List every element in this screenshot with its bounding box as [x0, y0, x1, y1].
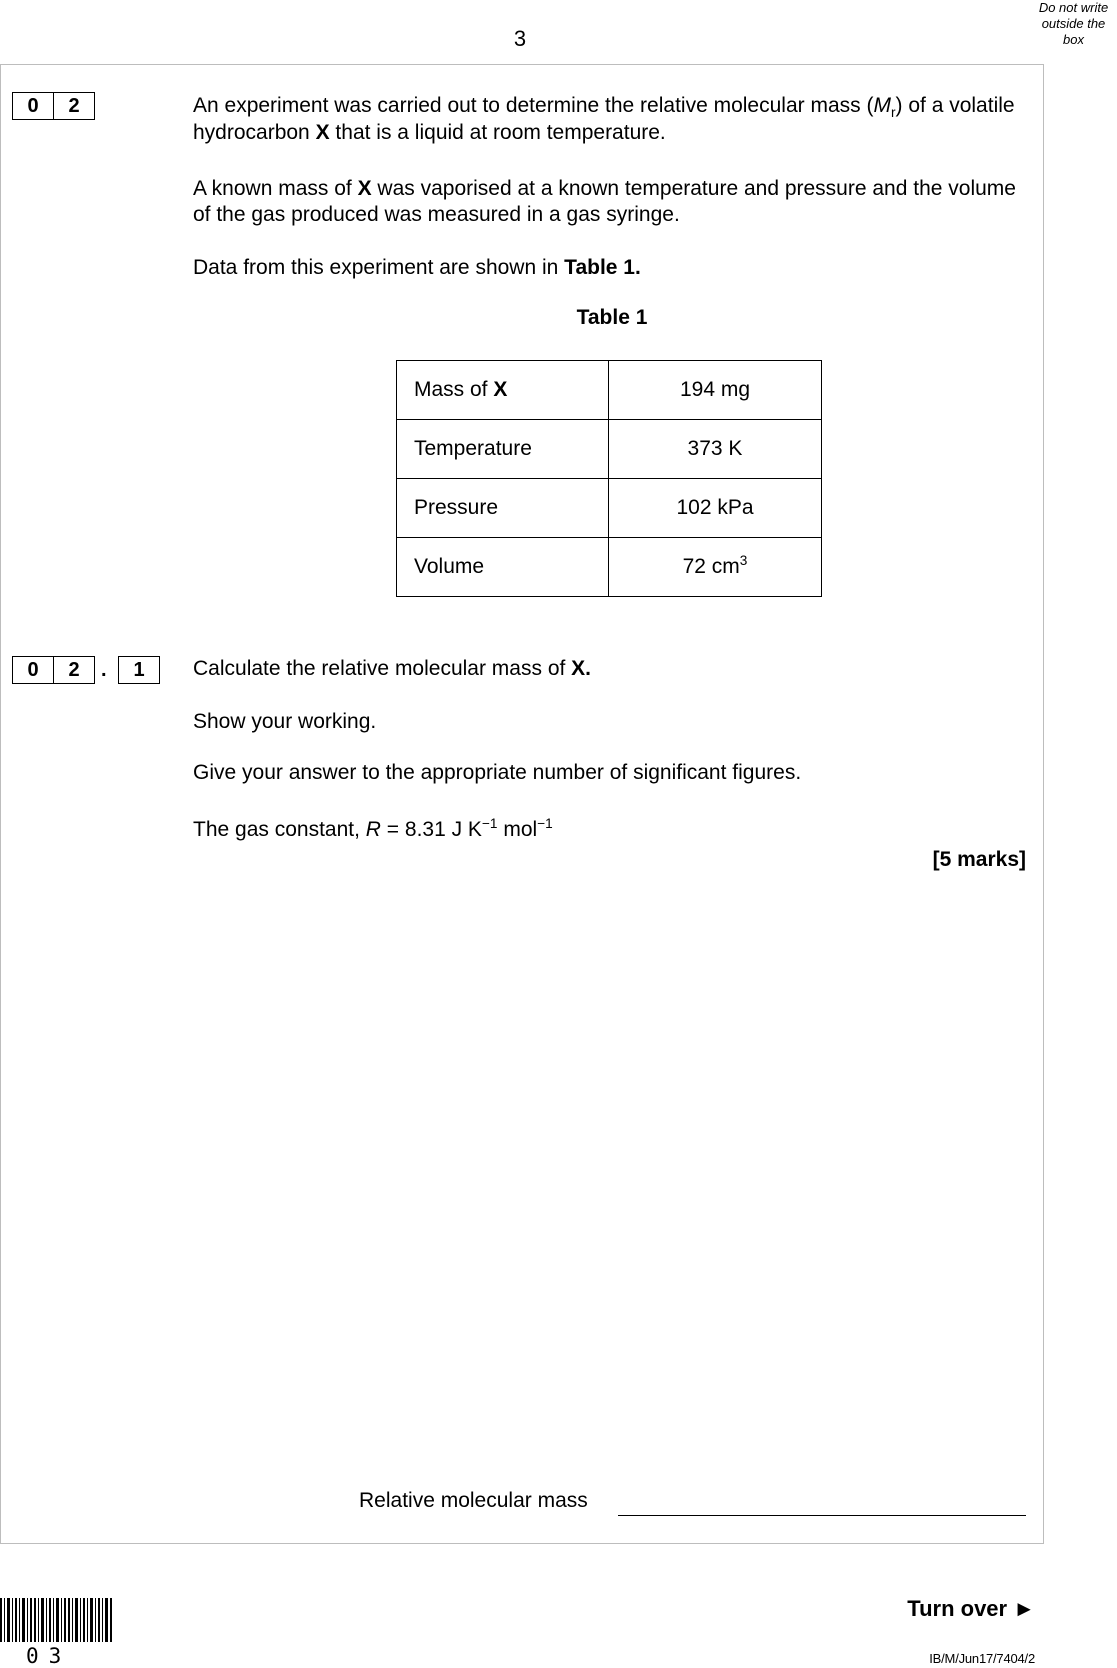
table-reference: Table 1.	[564, 256, 641, 279]
mr-subscript: r	[890, 105, 896, 121]
table-cell-value: 72 $cm^3$	[609, 538, 822, 597]
mr-symbol: M	[873, 94, 891, 117]
data-table	[396, 360, 822, 597]
margin-note-line: Do not write	[1038, 0, 1109, 15]
question-method: A known mass of X was vaporised at a known temperature and pressure and the volume of the gas produced was measured in a gas syringe.	[193, 177, 1016, 226]
table-row	[397, 361, 822, 420]
table-row	[397, 538, 822, 597]
subquestion-show-working: Show your working.	[193, 710, 377, 733]
answer-line[interactable]	[618, 1515, 1026, 1516]
compound-x: X	[357, 177, 372, 200]
turn-over-label: Turn over ►	[907, 1596, 1035, 1621]
table-cell-value: 373 K	[609, 420, 822, 479]
table-cell-label: Pressure	[397, 479, 609, 538]
question-data-ref: Data from this experiment are shown in Table 1.	[193, 256, 641, 279]
paper-code: IB/M/Jun17/7404/2	[929, 1651, 1035, 1666]
table-row	[397, 479, 822, 538]
gas-constant: The gas constant, R = 8.31 J $K^{-1}$ mol$^{-1}$	[193, 816, 553, 841]
question-number-digit: 2	[53, 93, 94, 119]
table-title: Table 1	[576, 306, 648, 329]
table-row	[397, 420, 822, 479]
barcode-number: 03	[26, 1644, 72, 1668]
marks-label: [5 marks]	[932, 848, 1026, 871]
subquestion-part-box	[118, 656, 160, 684]
subquestion-number-digit: 2	[53, 657, 94, 683]
answer-label: Relative molecular mass	[359, 1489, 588, 1512]
table-cell-label: Mass of X	[397, 361, 609, 420]
subquestion-part-digit: 1	[133, 659, 145, 681]
question-number-box	[12, 92, 95, 120]
subquestion-number-box	[12, 656, 95, 684]
margin-note	[1030, 0, 1117, 48]
margin-note-line: box	[1063, 32, 1084, 47]
table-cell-value: 102 kPa	[609, 479, 822, 538]
subquestion-number-dot: .	[101, 659, 107, 681]
compound-x: X.	[571, 657, 592, 680]
answer-area-border	[0, 64, 1044, 1544]
table-cell-value: 194 mg	[609, 361, 822, 420]
barcode	[0, 1598, 114, 1650]
subquestion-number-digit: 0	[27, 659, 39, 681]
subquestion-sig-figs: Give your answer to the appropriate number of significant figures.	[193, 761, 802, 784]
table-cell-label: Temperature	[397, 420, 609, 479]
compound-x: X	[315, 121, 330, 144]
margin-note-line: outside the	[1041, 16, 1106, 31]
question-number-digit: 0	[27, 95, 39, 117]
subquestion-instruction: Calculate the relative molecular mass of X.	[193, 657, 592, 680]
question-intro: An experiment was carried out to determine the relative molecular mass $(M_r)$ of a volatile hydrocarbon X that is a liquid at room temperature.	[193, 94, 1015, 144]
page-number: 3	[513, 26, 527, 51]
table-cell-label: Volume	[397, 538, 609, 597]
